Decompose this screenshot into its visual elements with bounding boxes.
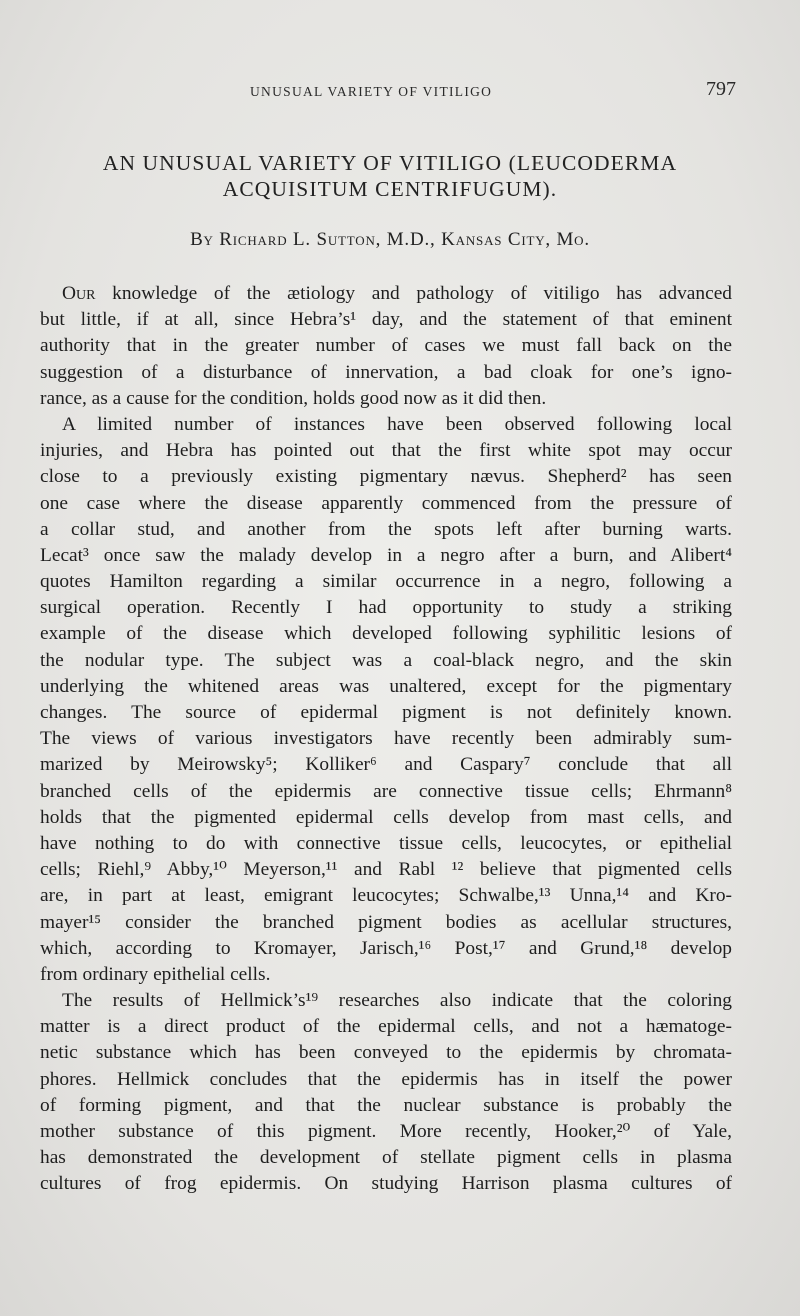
- text-line: matter is a direct product of the epidermal cells, and not a hæmatoge-: [40, 1016, 732, 1038]
- text-line: example of the disease which developed following syphilitic lesions of: [40, 623, 732, 645]
- page-number: 797: [706, 78, 736, 100]
- text-line: The views of various investigators have recently been admirably sum-: [40, 728, 732, 750]
- text-line: branched cells of the epidermis are connective tissue cells; Ehrmann⁸: [40, 780, 732, 802]
- article-title-line-1: AN UNUSUAL VARIETY OF VITILIGO (LEUCODERMA: [102, 151, 678, 175]
- body-text: [40, 281, 732, 1198]
- text-line: of forming pigment, and that the nuclear substance is probably the: [40, 1094, 732, 1116]
- text-line: has demonstrated the development of stellate pigment cells in plasma: [40, 1147, 732, 1169]
- text-line: surgical operation. Recently I had opportunity to study a striking: [40, 597, 732, 619]
- running-title: UNUSUAL VARIETY OF VITILIGO: [250, 84, 493, 99]
- running-head: [40, 80, 740, 104]
- text-line: injuries, and Hebra has pointed out that the first white spot may occur: [40, 440, 732, 462]
- text-line: changes. The source of epidermal pigment is not definitely known.: [40, 702, 732, 723]
- text-line: mother substance of this pigment. More recently, Hooker,²⁰ of Yale,: [40, 1121, 732, 1142]
- byline-by: By: [190, 229, 214, 250]
- text-line: marized by Meirowsky⁵; Kolliker⁶ and Caspary⁷ conclude that all: [40, 754, 732, 776]
- text-line: have nothing to do with connective tissue cells, leucocytes, or epithelial: [40, 832, 732, 854]
- article-title: [40, 150, 740, 202]
- byline-author: Richard L. Sutton: [219, 229, 376, 250]
- text-line: from ordinary epithelial cells.: [40, 963, 271, 985]
- text-line: Lecat³ once saw the malady develop in a negro after a burn, and Alibert⁴: [40, 544, 732, 566]
- byline-place: Kansas City, Mo.: [441, 229, 590, 250]
- text-line: are, in part at least, emigrant leucocytes; Schwalbe,¹³ Unna,¹⁴ and Kro-: [40, 885, 732, 907]
- text-line: netic substance which has been conveyed to the epidermis by chromata-: [40, 1042, 732, 1064]
- text-line: which, according to Kromayer, Jarisch,¹⁶ Post,¹⁷ and Grund,¹⁸ develop: [40, 937, 732, 959]
- text-line: cells; Riehl,⁹ Abby,¹⁰ Meyerson,¹¹ and Rabl ¹² believe that pigmented cells: [40, 859, 732, 881]
- text-line: The results of Hellmick’s¹⁹ researches also indicate that the coloring: [62, 990, 732, 1012]
- text-line: suggestion of a disturbance of innervation, a bad cloak for one’s igno-: [40, 361, 732, 383]
- text-line: but little, if at all, since Hebra’s¹ day, and the statement of that eminent: [40, 309, 732, 331]
- text-line: mayer¹⁵ consider the branched pigment bodies as acellular structures,: [40, 911, 732, 933]
- lead-in: Our: [62, 283, 96, 304]
- text-line: phores. Hellmick concludes that the epidermis has in itself the power: [40, 1068, 732, 1090]
- text-line: holds that the pigmented epidermal cells develop from mast cells, and: [40, 806, 732, 828]
- paragraph-2: [40, 412, 732, 988]
- paragraph-1: [40, 281, 732, 412]
- paragraph-3: [40, 988, 732, 1198]
- text-line: rance, as a cause for the condition, holds good now as it did then.: [40, 387, 547, 409]
- text-line: Our knowledge of the ætiology and pathology of vitiligo has advanced: [62, 283, 732, 304]
- text-line: close to a previously existing pigmentary nævus. Shepherd² has seen: [40, 466, 732, 488]
- text-line: the nodular type. The subject was a coal-black negro, and the skin: [40, 649, 732, 671]
- text-line: underlying the whitened areas was unaltered, except for the pigmentary: [40, 675, 732, 697]
- text-line: authority that in the greater number of cases we must fall back on the: [40, 335, 732, 357]
- text-line: a collar stud, and another from the spots left after burning warts.: [40, 518, 732, 540]
- text-line: one case where the disease apparently commenced from the pressure of: [40, 492, 732, 514]
- text-line: A limited number of instances have been observed following local: [62, 413, 732, 435]
- article-title-line-2: ACQUISITUM CENTRIFUGUM).: [222, 177, 558, 201]
- text-line: cultures of frog epidermis. On studying Harrison plasma cultures of: [40, 1173, 732, 1195]
- byline-degree: , M.D.,: [375, 229, 442, 250]
- byline: [40, 229, 740, 251]
- text-line: quotes Hamilton regarding a similar occurrence in a negro, following a: [40, 571, 732, 593]
